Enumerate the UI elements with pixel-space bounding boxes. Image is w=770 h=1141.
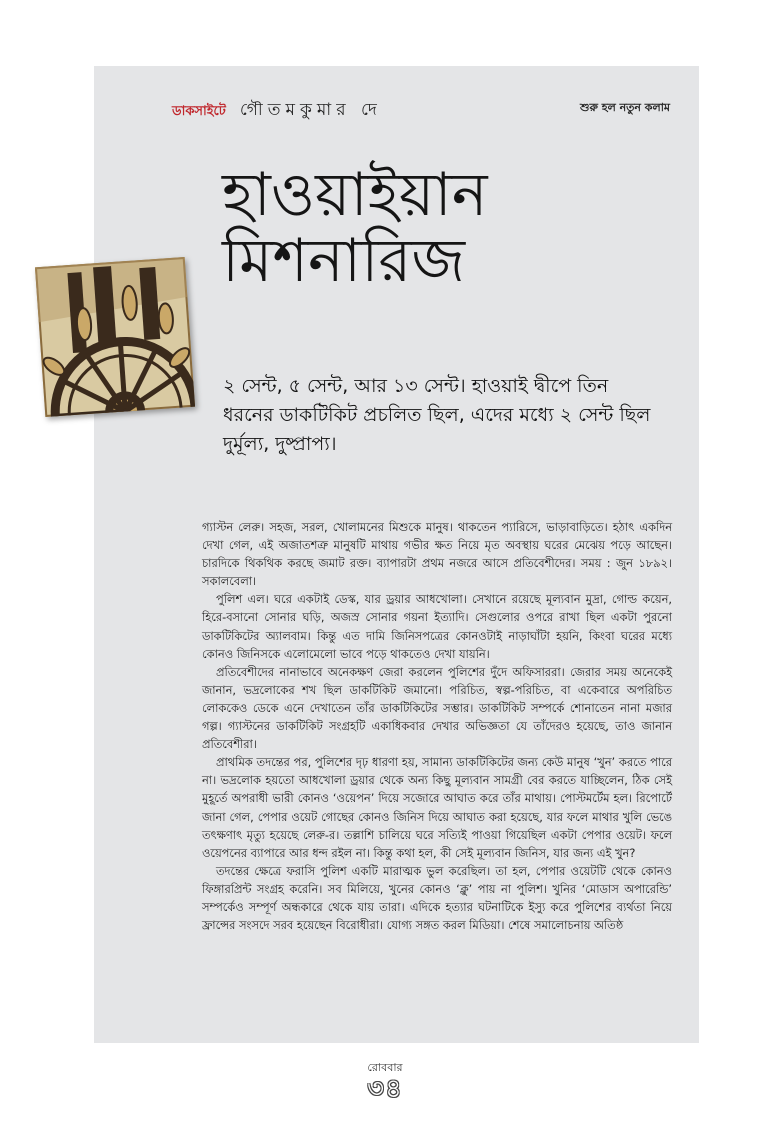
byline [172, 97, 382, 125]
ship-wheel-illustration [35, 257, 195, 417]
body-paragraph: পুলিশ এল। ঘরে একটাই ডেস্ক, যার ড্রয়ার আধখোলা। সেখানে রয়েছে মূল্যবান মুদ্রা, গোল্ড কয়েন, হিরে-বসানো সোনার ঘড়ি, অজস্র সোনার গয়না ইত্যাদি। সেগুলোর ওপরে রাখা ছিল একটা পুরনো ডাকটিকিটের অ্যালবাম। কিন্তু এত দামি জিনিসপত্রের কোনওটাই নাড়াঘাঁটা হয়নি, কিংবা ঘরের মধ্যে কোনও জিনিসকে এলোমেলো ভাবে পড়ে থাকতেও দেখা যায়নি। [202, 592, 672, 661]
column-note: শুরু হল নতুন কলাম [580, 101, 670, 114]
body-paragraph: তদন্তের ক্ষেত্রে ফরাসি পুলিশ একটি মারাত্মক ভুল করেছিল। তা হল, পেপার ওয়েটটি থেকে কোনও ফিঙ্গারপ্রিন্ট সংগ্রহ করেনি। সব মিলিয়ে, খুনের কোনও ‘ক্লু’ পায় না পুলিশ। খুনির ‘মোডাস অপারেন্ডি’ সম্পর্কেও সম্পূর্ণ অন্ধকারে থেকে যায় তারা। এদিকে হত্যার ঘটনাটিকে ইস্যু করে পুলিশের ব্যর্থতা নিয়ে ফ্রান্সের সংসদে সরব হয়েছেন বিরোধীরা। যোগ্য সঙ্গত করল মিডিয়া। শেষে সমালোচনায় অতিষ্ঠ [202, 863, 672, 933]
article-deck: ২ সেন্ট, ৫ সেন্ট, আর ১৩ সেন্ট। হাওয়াই দ্বীপে তিন ধরনের ডাকটিকিট প্রচলিত ছিল, এদের মধ্যে ২ সেন্ট ছিল দুর্মূল্য, দুষ্প্রাপ্য। [223, 375, 651, 455]
body-paragraph: প্রাথমিক তদন্তের পর, পুলিশের দৃঢ় ধারণা হয়, সামান্য ডাকটিকিটের জন্য কেউ মানুষ ‘খুন’ করতে পারে না। ভদ্রলোক হয়তো আধখোলা ড্রয়ার থেকে অন্য কিছু মূল্যবান সামগ্রী বের করতে যাচ্ছিলেন, ঠিক সেই মুহূর্তে অপরাধী ভারী কোনও ‘ওয়েপন’ দিয়ে সজোরে আঘাত করে তাঁর মাথায়। পোস্টমর্টেম হল। রিপোর্টে জানা গেল, পেপার ওয়েট গোছের কোনও জিনিস দিয়ে আঘাত করা হয়েছে, যার ফলে মাথার খুলি ভেঙে তৎক্ষণাৎ মৃত্যু হয়েছে লেরু-র। তল্লাশি চালিয়ে ঘরে সত্যিই পাওয়া গিয়েছিল একটা পেপার ওয়েট। ফলে ওয়েপনের ব্যাপারে আর ধন্দ রইল না। কিন্তু কথা হল, কী সেই মূল্যবান জিনিস, যার জন্য এই খুন? [202, 755, 672, 860]
title-line-1: হাওয়াইয়ান [222, 160, 488, 230]
section-tag: ডাকসাইটে [172, 104, 226, 119]
article-title [222, 162, 682, 294]
magazine-name: রোববার [367, 1061, 403, 1074]
body-paragraph: গ্যাস্টন লেরু। সহজ, সরল, খোলামনের মিশুকে মানুষ। থাকতেন প্যারিসে, ভাড়াবাড়িতে। হঠাৎ একদিন দেখা গেল, এই অজাতশত্রু মানুষটি মাথায় গভীর ক্ষত নিয়ে মৃত অবস্থায় ঘরের মেঝেয় পড়ে আছেন। চারদিকে থিকথিক করছে জমাট রক্ত। ব্যাপারটা প্রথম নজরে আসে প্রতিবেশীদের। সময় : জুন ১৮৯২। সকালবেলা। [202, 520, 672, 589]
article-body [202, 518, 672, 934]
author-name: গৌতমকুমার দে [239, 100, 382, 120]
ship-wheel-icon [35, 257, 195, 417]
body-paragraph: প্রতিবেশীদের নানাভাবে অনেকক্ষণ জেরা করলেন পুলিশের দুঁদে অফিসাররা। জেরার সময় অনেকেই জানান, ভদ্রলোকের শখ ছিল ডাকটিকিট জমানো। পরিচিত, স্বল্প-পরিচিত, বা একেবারে অপরিচিত লোককেও ডেকে এনে দেখাতেন তাঁর ডাকটিকিটের সম্ভার। ডাকটিকিট সম্পর্কে শোনাতেন নানা মজার গল্প। গ্যাস্টনের ডাকটিকিট সংগ্রহটি একাধিকবার দেখার অভিজ্ঞতা যে তাঁদেরও হয়েছে, তাও জানান প্রতিবেশীরা। [202, 664, 672, 752]
page-number: ৩৪ [367, 1074, 403, 1104]
title-line-2: মিশনারিজ [222, 226, 466, 296]
